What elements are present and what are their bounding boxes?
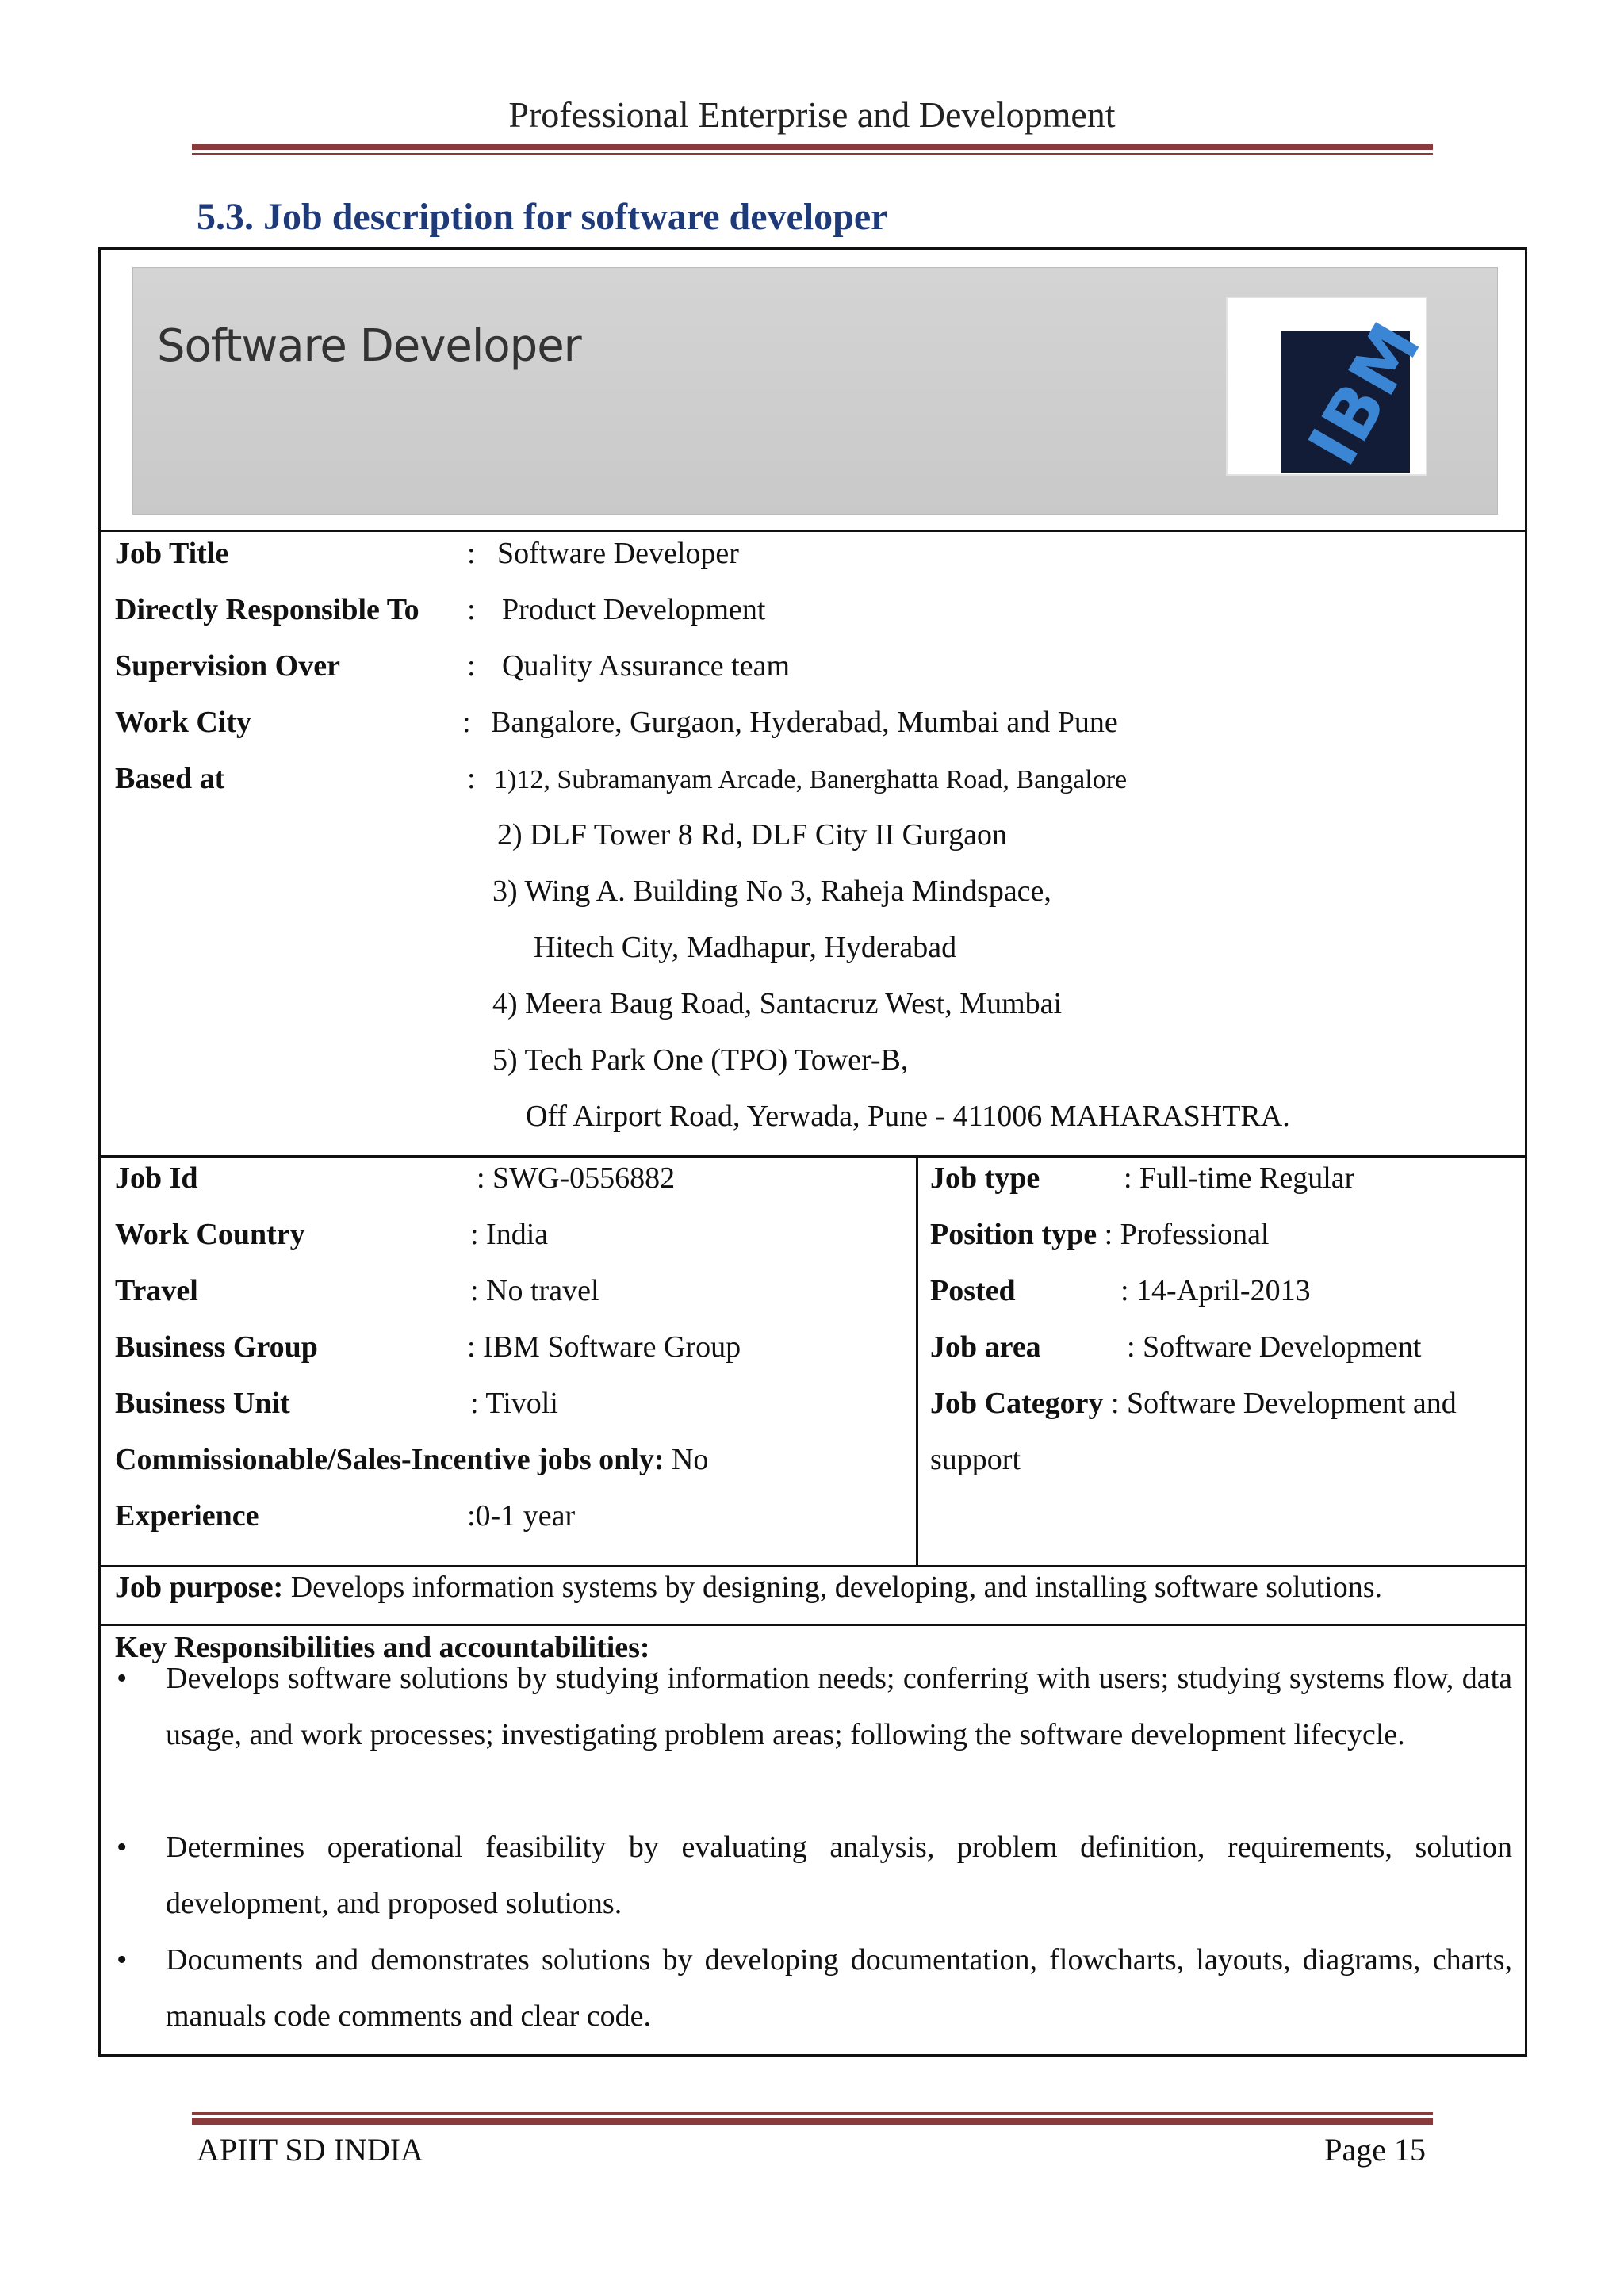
banner-title: Software Developer xyxy=(157,320,581,372)
field-label-business-group: Business Group xyxy=(115,1330,318,1364)
footer-rule-thin xyxy=(192,2112,1433,2115)
field-value-work-city: Bangalore, Gurgaon, Hyderabad, Mumbai and Pune xyxy=(491,706,1118,739)
bullet-icon: • xyxy=(117,1943,128,1976)
field-label-job-area: Job area xyxy=(930,1330,1041,1364)
field-label-responsible-to: Directly Responsible To xyxy=(115,593,419,626)
field-position-type xyxy=(930,1216,1270,1253)
bullet-icon: • xyxy=(117,1662,128,1695)
field-value-experience: :0-1 year xyxy=(467,1499,576,1533)
job-purpose-label: Job purpose: xyxy=(115,1571,284,1604)
field-value-supervision-over: Quality Assurance team xyxy=(502,649,791,683)
row-divider xyxy=(101,530,1525,532)
field-value-business-group: : IBM Software Group xyxy=(467,1330,741,1364)
field-label-position-type: Position type xyxy=(930,1218,1097,1251)
field-value-based-at: 1)12, Subramanyam Arcade, Banerghatta Road, Bangalore xyxy=(494,765,1128,794)
header-rule-thin xyxy=(192,153,1433,155)
ibm-logo xyxy=(1226,297,1438,479)
field-label-job-id: Job Id xyxy=(115,1161,198,1195)
job-purpose xyxy=(115,1569,1382,1605)
field-value-responsible-to: Product Development xyxy=(502,593,766,626)
footer-org: APIIT SD INDIA xyxy=(197,2132,423,2168)
footer-rule xyxy=(192,2118,1433,2125)
field-label-experience: Experience xyxy=(115,1499,259,1533)
field-value-job-title: Software Developer xyxy=(497,537,739,570)
field-value-work-country: : India xyxy=(470,1218,549,1251)
field-label-work-city: Work City xyxy=(115,706,252,739)
field-colon: : xyxy=(467,762,476,795)
field-colon: : xyxy=(467,537,476,570)
responsibility-item: Determines operational feasibility by evaluating analysis, problem definition, requirements, solution development, and proposed solutions. xyxy=(166,1831,1512,1920)
footer-page-number: Page 15 xyxy=(1324,2132,1426,2168)
address-line: 3) Wing A. Building No 3, Raheja Mindspace, xyxy=(492,874,1051,908)
field-label-job-category: Job Category xyxy=(930,1387,1104,1420)
responsibilities-heading: Key Responsibilities and accountabilities: xyxy=(115,1631,650,1664)
field-value-travel: : No travel xyxy=(470,1274,599,1307)
field-label-posted: Posted xyxy=(930,1274,1016,1307)
field-label-work-country: Work Country xyxy=(115,1218,305,1251)
field-value-job-id: : SWG-0556882 xyxy=(477,1161,676,1195)
address-line: Hitech City, Madhapur, Hyderabad xyxy=(534,931,957,964)
field-value-posted: : 14-April-2013 xyxy=(1120,1274,1311,1307)
field-value-job-type: : Full-time Regular xyxy=(1124,1161,1355,1195)
page-header-title: Professional Enterprise and Development xyxy=(508,94,1116,135)
field-job-category xyxy=(930,1385,1457,1422)
row-divider xyxy=(101,1565,1525,1567)
job-purpose-text: Develops information systems by designing, developing, and installing software solutions. xyxy=(283,1571,1382,1604)
responsibility-item: Documents and demonstrates solutions by developing documentation, flowcharts, layouts, diagrams, charts, manuals code comments and clear code. xyxy=(166,1943,1512,2033)
column-divider xyxy=(916,1155,918,1565)
responsibility-item: Develops software solutions by studying information needs; conferring with users; studying systems flow, data usage, and work processes; investigating problem areas; following the software development lifecycle. xyxy=(166,1662,1512,1751)
field-value-job-category-cont: support xyxy=(930,1443,1021,1476)
field-value-business-unit: : Tivoli xyxy=(470,1387,558,1420)
field-label-business-unit: Business Unit xyxy=(115,1387,290,1420)
address-line: 4) Meera Baug Road, Santacruz West, Mumbai xyxy=(492,987,1063,1020)
address-line: 5) Tech Park One (TPO) Tower-B, xyxy=(492,1043,909,1077)
header-rule xyxy=(192,144,1433,150)
row-divider xyxy=(101,1624,1525,1626)
ibm-logo-text: IBM xyxy=(1293,308,1438,479)
address-line: Off Airport Road, Yerwada, Pune - 411006 MAHARASHTRA. xyxy=(526,1100,1290,1133)
address-line: 2) DLF Tower 8 Rd, DLF City II Gurgaon xyxy=(497,818,1007,851)
field-value-commissionable: No xyxy=(664,1443,709,1476)
ibm-logo-mark xyxy=(1281,308,1438,479)
field-value-job-category: : Software Development and xyxy=(1103,1387,1457,1420)
field-label-based-at: Based at xyxy=(115,762,225,795)
job-description-table xyxy=(98,247,1527,2057)
field-label-commissionable: Commissionable/Sales-Incentive jobs only: xyxy=(115,1443,665,1476)
row-divider xyxy=(101,1155,1525,1158)
field-colon: : xyxy=(467,593,476,626)
field-commissionable xyxy=(115,1441,708,1478)
field-label-travel: Travel xyxy=(115,1274,198,1307)
job-banner xyxy=(132,267,1498,515)
field-value-job-area: : Software Development xyxy=(1127,1330,1422,1364)
field-label-job-type: Job type xyxy=(930,1161,1040,1195)
bullet-icon: • xyxy=(117,1831,128,1864)
field-label-supervision-over: Supervision Over xyxy=(115,649,340,683)
field-label-job-title: Job Title xyxy=(115,537,229,570)
field-colon: : xyxy=(462,706,471,739)
section-heading: 5.3. Job description for software developer xyxy=(197,196,888,238)
field-colon: : xyxy=(467,649,476,683)
field-value-position-type: : Professional xyxy=(1097,1218,1270,1251)
